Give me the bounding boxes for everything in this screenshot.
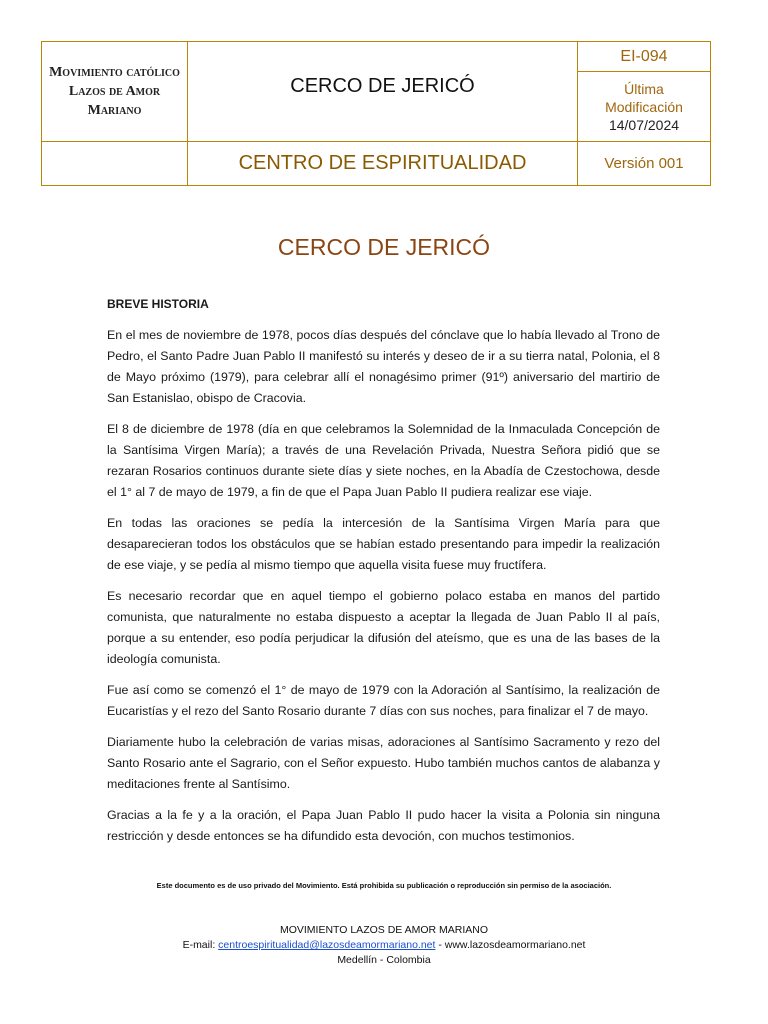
paragraph: En todas las oraciones se pedía la intercesión de la Santísima Virgen María para que desaparecieran todos los obstáculos que se habían estado presentando para impedir la realización de ese viaje, y se pedía al mismo tiempo que aquella visita fuese muy fructífera.: [107, 516, 660, 572]
privacy-disclaimer: Este documento es de uso privado del Movimiento. Está prohibida su publicación o reproducción sin permiso de la asociación.: [156, 881, 612, 890]
last-modified-date: 14/07/2024: [608, 116, 680, 133]
footer: [0, 923, 768, 968]
section-heading: BREVE HISTORIA: [107, 297, 209, 311]
last-modified-cell: [578, 72, 711, 142]
email-label: E-mail:: [182, 939, 219, 951]
paragraph: Gracias a la fe y a la oración, el Papa Juan Pablo II pudo hacer la visita a Polonia sin ninguna restricción y desde entonces se ha difundido esta devoción, con muchos testimonios.: [107, 808, 660, 843]
document-title: CERCO DE JERICÓ: [277, 234, 491, 260]
paragraph: El 8 de diciembre de 1978 (día en que celebramos la Solemnidad de la Inmaculada Concepción de la Santísima Virgen María); a través de una Revelación Privada, Nuestra Señora pidió que se rezaran Rosarios continuos durante siete días y siete noches, en la Abadía de Czestochowa, desde el 1° al 7 de mayo de 1979, a fin de que el Papa Juan Pablo II pudiera realizar ese viaje.: [107, 422, 660, 499]
document-version: Versión 001: [578, 142, 711, 186]
paragraph: Es necesario recordar que en aquel tiempo el gobierno polaco estaba en manos del partido comunista, que naturalmente no estaba dispuesto a aceptar la llegada de Juan Pablo II al país, porque a su entender, eso podía perjudicar la difusión del ateísmo, que es una de las bases de la ideología comunista.: [107, 589, 660, 666]
paragraph: Fue así como se comenzó el 1° de mayo de 1979 con la Adoración al Santísimo, la realización de Eucaristías y el rezo del Santo Rosario durante 7 días con sus noches, para finalizar el 7 de mayo.: [107, 683, 660, 718]
organization-name: Movimiento católico Lazos de Amor Mariano: [42, 42, 188, 142]
document-code: EI-094: [578, 42, 711, 72]
email-link[interactable]: centroespiritualidad@lazosdeamormariano.net: [218, 939, 436, 951]
document-body: [107, 294, 660, 857]
header-subtitle: CENTRO DE ESPIRITUALIDAD: [188, 142, 578, 186]
footer-org-name: MOVIMIENTO LAZOS DE AMOR MARIANO: [279, 924, 489, 936]
last-modified-label: Última Modificación: [605, 80, 683, 115]
footer-contact: [0, 938, 768, 953]
footer-location: Medellín - Colombia: [337, 954, 431, 966]
paragraph: En el mes de noviembre de 1978, pocos días después del cónclave que lo había llevado al Trono de Pedro, el Santo Padre Juan Pablo II manifestó su interés y deseo de ir a su tierra natal, Polonia, el 8 de Mayo próximo (1979), para celebrar allí el nonagésimo primer (91º) aniversario del martirio de San Estanislao, obispo de Cracovia.: [107, 328, 660, 405]
document-header-table: [41, 41, 711, 186]
empty-cell: [42, 142, 188, 186]
website-text: - www.lazosdeamormariano.net: [435, 939, 586, 951]
header-title: CERCO DE JERICÓ: [188, 42, 578, 142]
paragraph: Diariamente hubo la celebración de varias misas, adoraciones al Santísimo Sacramento y rezo del Santo Rosario ante el Sagrario, con el Señor expuesto. Hubo también muchos cantos de alabanza y meditaciones frente al Santísimo.: [107, 735, 660, 791]
